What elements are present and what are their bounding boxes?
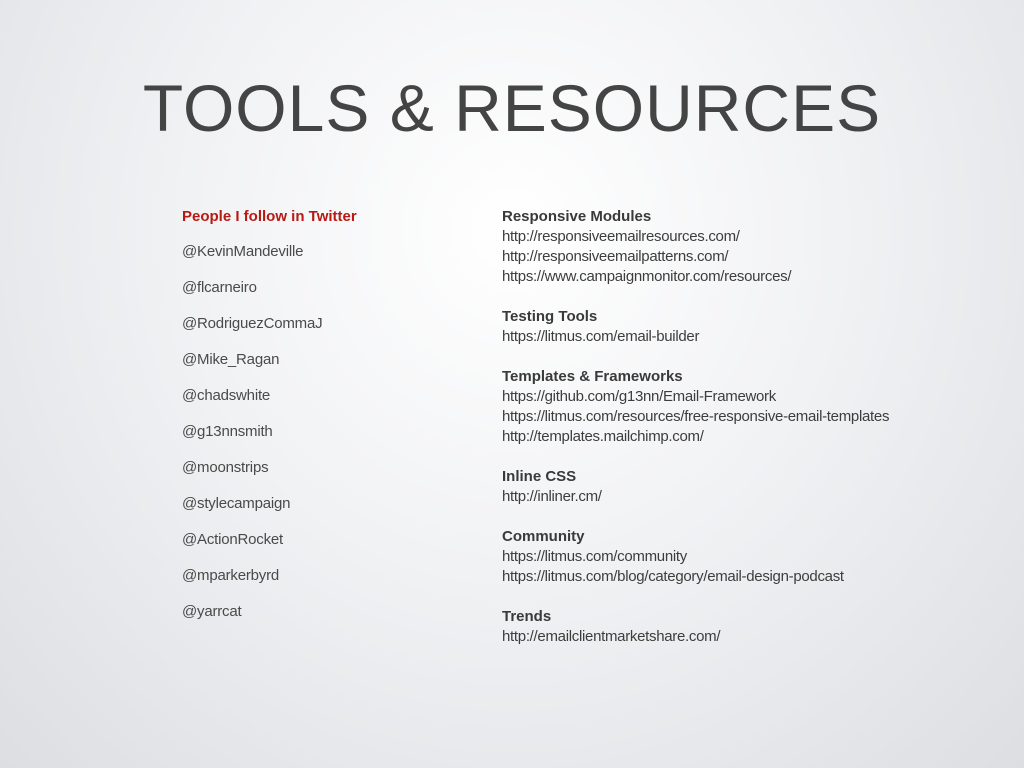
resources-column <box>502 207 972 667</box>
resource-link[interactable]: https://litmus.com/blog/category/email-design-podcast <box>502 568 844 585</box>
resource-heading: Testing Tools <box>502 308 598 325</box>
resource-section-trends <box>502 607 972 647</box>
twitter-handle: @chadswhite <box>182 387 271 404</box>
slide-title: TOOLS & RESOURCES <box>142 71 882 145</box>
resource-section-inline-css <box>502 467 972 507</box>
twitter-handle: @g13nnsmith <box>182 423 273 440</box>
twitter-handle: @stylecampaign <box>182 495 291 512</box>
resource-link[interactable]: https://github.com/g13nn/Email-Framework <box>502 388 776 405</box>
resource-heading: Community <box>502 528 585 545</box>
resource-heading: Inline CSS <box>502 468 577 485</box>
twitter-follow-section <box>182 206 462 638</box>
resource-heading: Responsive Modules <box>502 208 652 225</box>
resource-link[interactable]: https://litmus.com/community <box>502 548 687 565</box>
twitter-handle: @flcarneiro <box>182 279 257 296</box>
twitter-handle: @KevinMandeville <box>182 243 304 260</box>
resource-section-responsive-modules <box>502 207 972 287</box>
resource-link[interactable]: http://responsiveemailresources.com/ <box>502 228 740 245</box>
resource-link[interactable]: https://www.campaignmonitor.com/resources/ <box>502 268 792 285</box>
resource-heading: Trends <box>502 608 552 625</box>
resource-section-community <box>502 527 972 587</box>
resource-section-templates-frameworks <box>502 367 972 447</box>
twitter-handle-list <box>182 242 462 638</box>
twitter-handle: @ActionRocket <box>182 531 284 548</box>
resource-section-testing-tools <box>502 307 972 347</box>
resource-heading: Templates & Frameworks <box>502 368 683 385</box>
resource-link[interactable]: http://templates.mailchimp.com/ <box>502 428 704 445</box>
twitter-handle: @RodriguezCommaJ <box>182 315 323 332</box>
resource-link[interactable]: http://inliner.cm/ <box>502 488 602 505</box>
twitter-handle: @moonstrips <box>182 459 269 476</box>
resource-link[interactable]: http://responsiveemailpatterns.com/ <box>502 248 729 265</box>
twitter-handle: @yarrcat <box>182 603 242 620</box>
resource-link[interactable]: http://emailclientmarketshare.com/ <box>502 628 721 645</box>
twitter-handle: @Mike_Ragan <box>182 351 280 368</box>
twitter-follow-heading: People I follow in Twitter <box>182 208 357 225</box>
twitter-handle: @mparkerbyrd <box>182 567 280 584</box>
resource-link[interactable]: https://litmus.com/resources/free-responsive-email-templates <box>502 408 890 425</box>
resource-link[interactable]: https://litmus.com/email-builder <box>502 328 700 345</box>
